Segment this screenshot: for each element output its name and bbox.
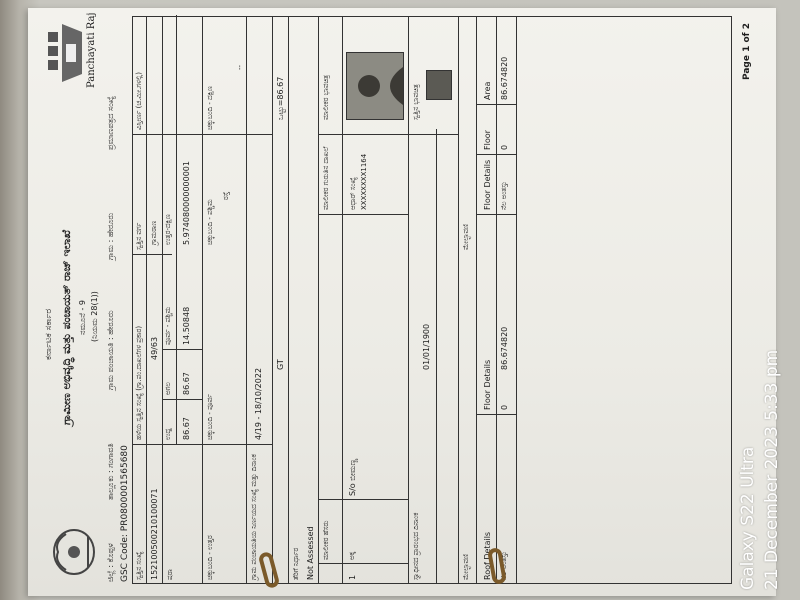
- area-value: 14.50848: [182, 306, 191, 345]
- logo-icon: [44, 15, 86, 90]
- main-table: [132, 16, 732, 584]
- not-assessed-value: Not Assessed: [306, 526, 315, 580]
- length-value: 86.67: [182, 417, 191, 440]
- department-title: ಗ್ರಾಮೀಣ ಅಭಿವೃದ್ಧಿ ಮತ್ತು ಪಂಚಾಯತ್ ರಾಜ್ ಇಲಾಖೆ: [60, 229, 73, 425]
- road-type-value: GT: [276, 359, 285, 370]
- ground-floor-label-right: ನೆಲ ಅಂತಸ್ತು: [500, 181, 508, 210]
- tax-assessment-label: ತೆರಿಗೆ ನಿರ್ಧಾರ: [292, 547, 300, 580]
- property-type: ಗ್ರಾಮಠಾಣ: [150, 220, 158, 245]
- width-label: ಅಗಲ: [164, 382, 172, 395]
- total-area: ಒಟ್ಟು=86.67: [276, 76, 285, 120]
- gsc-code: GSC Code: PR0800001565680: [120, 445, 130, 582]
- east-west-label: ಪೂರ್ವ - ಪಶ್ಚಿಮ: [164, 306, 172, 345]
- state-emblem: [44, 522, 99, 582]
- coordinate-value: 5.974080000000001: [182, 161, 191, 245]
- owner-photo-icon: [347, 53, 403, 119]
- remarks-label: ಷರಾ: [166, 569, 174, 580]
- rule-number: (ನಿಯಮ 28(1)): [90, 291, 99, 342]
- possession-label: ಸ್ವಾಧೀನದ ಪ್ರಾರಂಭದ ದಿನಾಂಕ: [412, 512, 420, 580]
- property-no: 152100500210100071: [150, 488, 159, 580]
- area-value-left: 86.674820: [500, 326, 509, 370]
- watermark-device: Galaxy S22 Ultra: [738, 446, 758, 590]
- state-title: ಕರ್ನಾಟಕ ಸರ್ಕಾರ: [44, 308, 54, 360]
- gp-order-label: ಗ್ರಾಮ ಪಂಚಾಯತಿಯ ನಿರ್ಣಯದ ಸಂಖ್ಯೆ ಮತ್ತು ದಿನಾಂಕ: [250, 454, 258, 580]
- boundary-south-label: ಚಕ್ಕುಬಂದಿ - ದಕ್ಷಿಣ: [206, 85, 214, 130]
- roof-label-right: ಮೇಲ್ಛಾವಣಿ: [462, 224, 470, 250]
- floor-value: 0: [500, 404, 509, 410]
- panchayati-raj-logo: Panchayati Raj: [44, 15, 104, 90]
- floor-details-label: Floor Details: [483, 359, 492, 410]
- owner-id-value: ಆಧಾರ್ ಸಂಖ್ಯೆ XXXXXXXX1164: [349, 153, 368, 210]
- owner-id-label: ಮಾಲೀಕರ ಗುರುತಿನ ದಾಖಲೆ: [322, 146, 330, 210]
- gp-order-value: 4/19 - 18/10/2022: [254, 367, 263, 440]
- property-photo: [426, 70, 452, 100]
- boundary-west-label: ಚಕ್ಕುಬಂದಿ - ಪಶ್ಚಿಮ: [206, 199, 214, 245]
- north-south-label: ಉತ್ತರ-ದಕ್ಷಿಣ: [164, 214, 172, 245]
- rotated-document: [36, 10, 776, 590]
- floor-details-label-right: Floor Details: [483, 159, 492, 210]
- owner-serial: 1: [348, 574, 357, 580]
- taluk-label: ತಾಲ್ಲೂಕು : ಗಂಗಾವತಿ: [106, 443, 115, 500]
- boundary-east-label: ಚಕ್ಕುಬಂದಿ - ಪೂರ್ವ: [206, 394, 214, 440]
- old-property-no: 49/63: [150, 336, 159, 360]
- page-number: Page 1 of 2: [742, 23, 752, 80]
- owner-photo: [346, 52, 404, 120]
- village-label: ಗ್ರಾಮ : ಹೇರೂರು: [106, 212, 115, 260]
- measurement-label: ವಿಸ್ತೀರ್ಣ (ಚ.ಮೀ.ಗಳಲ್ಲಿ): [135, 72, 143, 130]
- form-number: ನಮೂನೆ - 9: [78, 300, 87, 335]
- gp-label: ಗ್ರಾಮ ಪಂಚಾಯತಿ : ಹೇರೂರು: [106, 310, 115, 390]
- roof-details-label: Roof Details: [483, 531, 492, 580]
- owner-photo-label: ಮಾಲೀಕರ ಭಾವಚಿತ್ರ: [322, 74, 330, 120]
- property-no-label: ಸ್ವತ್ತಿನ ಸಂಖ್ಯೆ: [135, 551, 143, 580]
- dash-value: --: [236, 64, 244, 70]
- boundary-north-label: ಚಕ್ಕುಬಂದಿ - ಉತ್ತರ: [206, 535, 214, 580]
- width-value: 86.67: [182, 372, 191, 395]
- old-property-label: ಹಳೆಯ ಸ್ವತ್ತಿನ ಸಂಖ್ಯೆ (ಗ್ರಾ.ಪಂ.ದಾಖಲೆಗಳ ಪ್ರಕಾರ): [135, 325, 143, 440]
- area-header: Area: [483, 81, 492, 100]
- property-type-label: ಸ್ವತ್ತಿನ ವರ್ಗ: [135, 222, 143, 250]
- possession-date: 01/01/1900: [422, 323, 431, 370]
- district-label: ಜಿಲ್ಲೆ : ಕೊಪ್ಪಳ: [106, 543, 115, 582]
- owner-prefix: ಅಕ್ಕ: [348, 551, 356, 560]
- emblem-icon: [44, 522, 99, 582]
- floor-header: Floor: [483, 130, 492, 150]
- property-photo-label: ಸ್ವತ್ತಿನ ಭಾವಚಿತ್ರ: [412, 84, 420, 120]
- road-label: ರಸ್ತೆ: [222, 191, 230, 200]
- document-sheet: [28, 8, 776, 596]
- floor-value-right: 0: [500, 144, 509, 150]
- roof-label: ಮೇಲ್ಛಾವಣಿ: [462, 554, 470, 580]
- ground-floor-label: ನೆಲ ಅಂತಸ್ತು: [500, 551, 508, 580]
- watermark-datetime: 21 December 2023 5:33 pm: [762, 349, 782, 590]
- length-label: ಉದ್ದ: [164, 428, 172, 440]
- area-value-right: 86.674820: [500, 56, 509, 100]
- owner-name-label: ಮಾಲೀಕರ ಹೆಸರು: [322, 520, 330, 560]
- certificate-label: ಪ್ರಮಾಣಪತ್ರದ ಸಂಖ್ಯೆ: [106, 95, 115, 150]
- owner-name: S/o ಬೀಮಣ್ಣ: [348, 458, 357, 496]
